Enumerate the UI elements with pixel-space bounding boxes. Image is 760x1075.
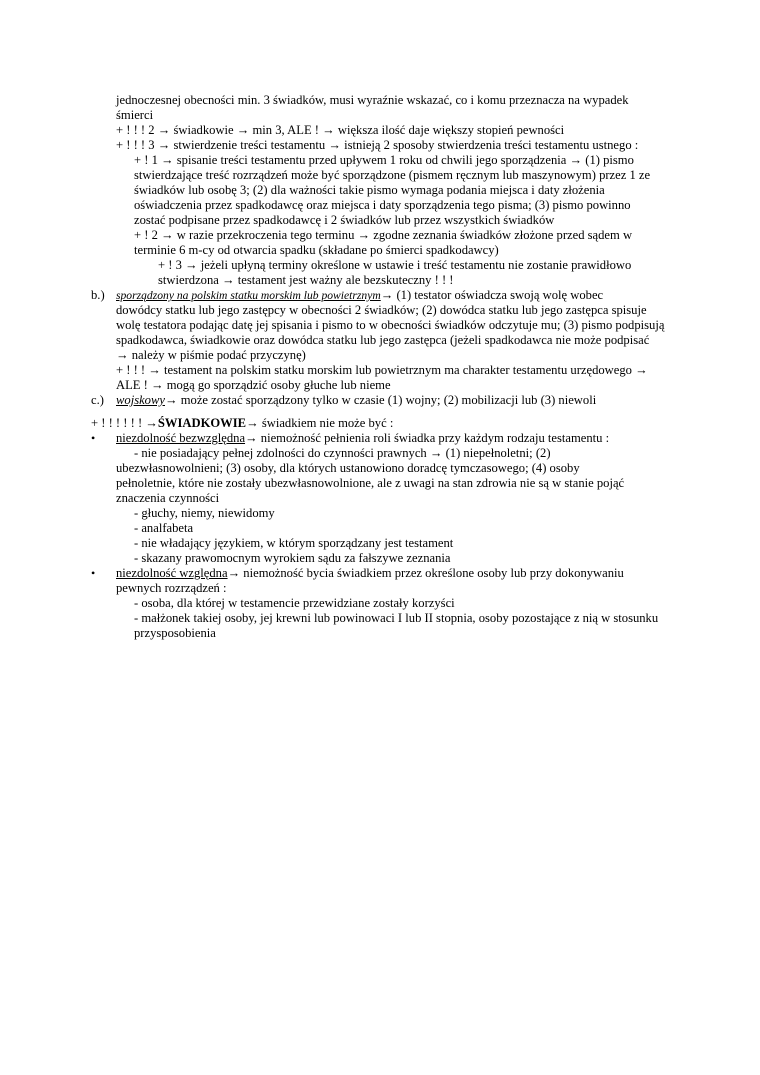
text-line: stwierdzona → testament jest ważny ale bezskuteczny ! ! !: [158, 273, 454, 287]
text-line: [91, 416, 393, 431]
text-segment: → niemożność pełnienia roli świadka przy każdym rodzaju testamentu :: [245, 431, 610, 445]
text-line: spadkodawca, świadkowie oraz dowódca statku lub jego zastępca (jeżeli spadkodawca nie może podpisać: [116, 333, 650, 347]
text-segment: → (1) testator oświadcza swoją wolę wobec: [380, 288, 604, 302]
text-line: - skazany prawomocnym wyrokiem sądu za fałszywe zeznania: [134, 551, 451, 565]
list-label-c: c.): [91, 393, 104, 407]
text-line: + ! 3 → jeżeli upłyną terminy określone w ustawie i treść testamentu nie zostanie prawidłowo: [158, 258, 632, 272]
list-label-b: b.): [91, 288, 105, 302]
text-line: pewnych rozrządzeń :: [116, 581, 227, 595]
text-line: jednoczesnej obecności min. 3 świadków, musi wyraźnie wskazać, co i komu przeznacza na wypadek: [116, 93, 629, 107]
section-heading-witnesses: ŚWIADKOWIE: [157, 416, 247, 430]
text-line: pełnoletnie, które nie zostały ubezwłasnowolnione, ale z uwagi na stan zdrowia nie są w stanie pojąć: [116, 476, 625, 490]
text-line: - nie władający językiem, w którym sporządzany jest testament: [134, 536, 454, 550]
text-line: ubezwłasnowolnieni; (3) osoby, dla których ustanowiono doradcę tymczasowego; (4) osoby: [116, 461, 580, 475]
term-absolute-incapacity: niezdolność bezwzględna: [116, 431, 246, 445]
text-line: + ! ! ! 2 → świadkowie → min 3, ALE ! → większa ilość daje większy stopień pewności: [116, 123, 565, 137]
text-line: przysposobienia: [134, 626, 216, 640]
text-line: terminie 6 m-cy od otwarcia spadku (składane po śmierci spadkodawcy): [134, 243, 499, 257]
text-line: oświadczenia przez spadkodawcę oraz miejsca i daty sporządzenia tego pisma; (3) pismo powinno: [134, 198, 631, 212]
section-heading-ship: sporządzony na polskim statku morskim lub powietrznym: [116, 289, 381, 302]
text-line: - osoba, dla której w testamencie przewidziane zostały korzyści: [134, 596, 455, 610]
text-line: świadków lub osobę 3; (2) dla ważności takie pismo wymaga podania miejsca i daty złożenia: [134, 183, 605, 197]
text-line: stwierdzające treść rozrządzeń może być sporządzone (pismem ręcznym lub maszynowym) przez 1 ze: [134, 168, 651, 182]
text-line: - głuchy, niemy, niewidomy: [134, 506, 275, 520]
text-line: + ! 2 → w razie przekroczenia tego terminu → zgodne zeznania świadków złożone przed sądem w: [134, 228, 633, 242]
text-line: - analfabeta: [134, 521, 194, 535]
text-line: - nie posiadający pełnej zdolności do czynności prawnych → (1) niepełnoletni; (2): [134, 446, 551, 460]
text-segment: → świadkiem nie może być :: [246, 416, 394, 430]
text-segment: + ! ! ! ! ! ! →: [91, 416, 158, 430]
term-relative-incapacity: niezdolność względna: [116, 566, 228, 580]
text-segment: → może zostać sporządzony tylko w czasie (1) wojny; (2) mobilizacji lub (3) niewoli: [164, 393, 597, 407]
bullet-icon: •: [91, 431, 96, 445]
text-line: - małżonek takiej osoby, jej krewni lub powinowaci I lub II stopnia, osoby pozostające z nią w stosunku: [134, 611, 659, 625]
bullet-icon: •: [91, 566, 96, 580]
text-line: śmierci: [116, 108, 154, 122]
text-line: + ! 1 → spisanie treści testamentu przed upływem 1 roku od chwili jego sporządzenia → (1) pismo: [134, 153, 634, 167]
text-line: [116, 431, 609, 446]
section-heading-military: wojskowy: [116, 393, 165, 407]
text-segment: → niemożność bycia świadkiem przez określone osoby lub przy dokonywaniu: [227, 566, 624, 580]
text-line: [116, 288, 603, 303]
text-line: + ! ! ! → testament na polskim statku morskim lub powietrznym ma charakter testamentu urzędowego →: [116, 363, 648, 377]
text-line: ALE ! → mogą go sporządzić osoby głuche lub nieme: [116, 378, 391, 392]
text-line: wolę testatora podając datę jej spisania i pismo to w obecności świadków odczytuje mu; (3) pismo podpisują: [116, 318, 665, 332]
text-line: dowódcy statku lub jego zastępcy w obecności 2 świadków; (2) dowódca statku lub jego zastępca spisuje: [116, 303, 647, 317]
text-line: + ! ! ! 3 → stwierdzenie treści testamentu → istnieją 2 sposoby stwierdzenia treści testamentu ustnego :: [116, 138, 639, 152]
text-line: zostać podpisane przez spadkodawcę i 2 świadków lub przez wszystkich świadków: [134, 213, 555, 227]
text-line: znaczenia czynności: [116, 491, 220, 505]
text-line: → należy w piśmie podać przyczynę): [116, 348, 306, 362]
text-line: [116, 566, 624, 581]
text-line: [116, 393, 596, 408]
